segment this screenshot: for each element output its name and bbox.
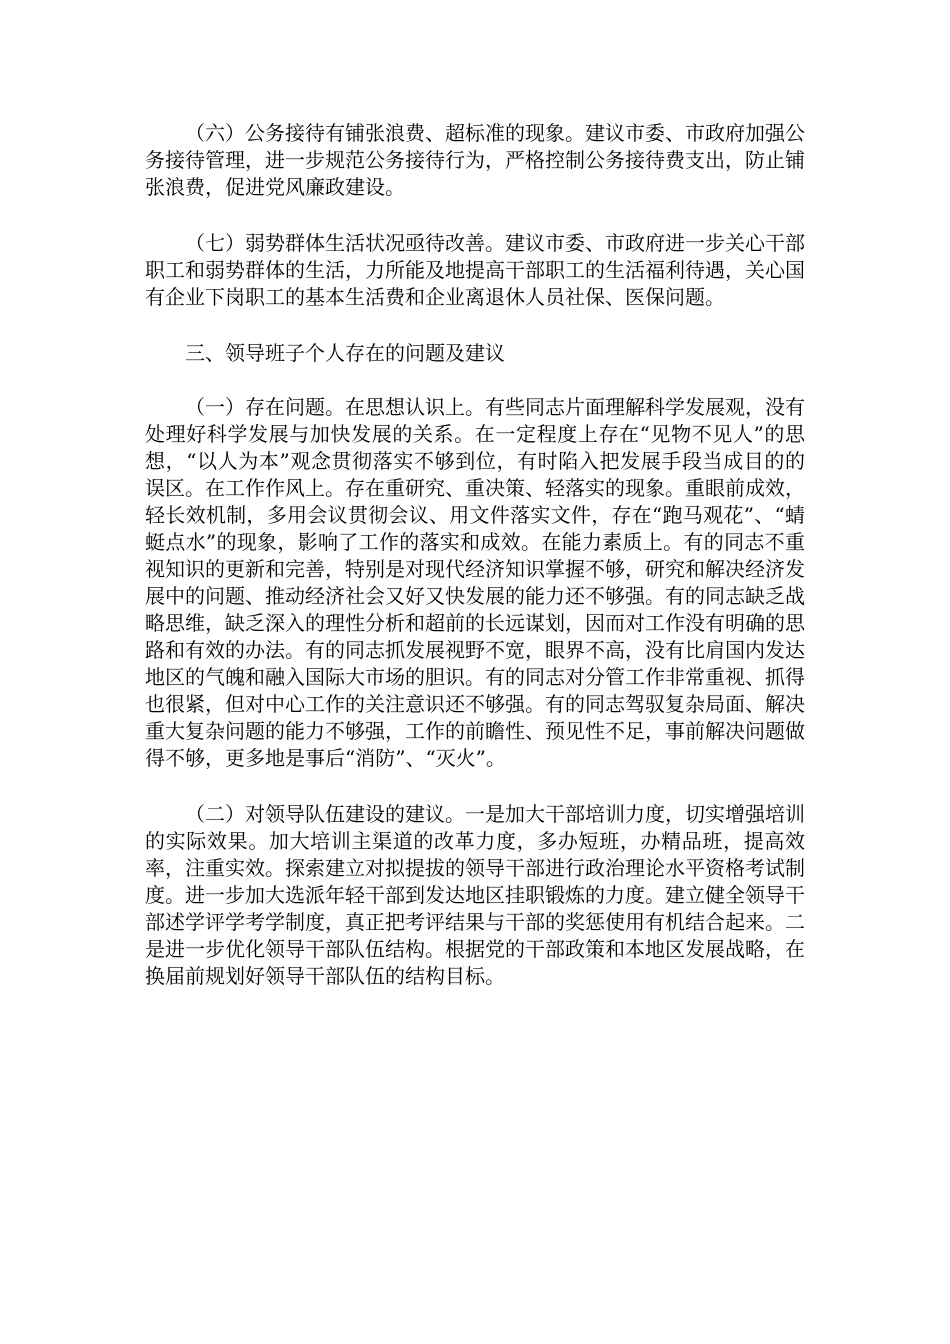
paragraph-one-problems: （一）存在问题。在思想认识上。有些同志片面理解科学发展观，没有处理好科学发展与加快发展的关系。在一定程度上存在“见物不见人”的思想，“以人为本”观念贯彻落实不够到位，有时陷入把发展手段当成目的的误区。在工作作风上。存在重研究、重决策、轻落实的现象。重眼前成效，轻长效机制，多用会议贯彻会议、用文件落实文件，存在“跑马观花”、“蜻蜓点水”的现象，影响了工作的落实和成效。在能力素质上。有的同志不重视知识的更新和完善，特别是对现代经济知识掌握不够，研究和解决经济发展中的问题、推动经济社会又好又快发展的能力还不够强。有的同志缺乏战略思维，缺乏深入的理性分析和超前的长远谋划，因而对工作没有明确的思路和有效的办法。有的同志抓发展视野不宽，眼界不高，没有比肩国内发达地区的气魄和融入国际大市场的胆识。有的同志对分管工作非常重视、抓得也很紧，但对中心工作的关注意识还不够强。有的同志驾驭复杂局面、解决重大复杂问题的能力不够强，工作的前瞻性、预见性不足，事前解决问题做得不够，更多地是事后“消防”、“灭火”。 (145, 395, 805, 770)
document-body (145, 120, 805, 1019)
section-heading-three: 三、领导班子个人存在的问题及建议 (185, 341, 505, 365)
paragraph-two-suggestions: （二）对领导队伍建设的建议。一是加大干部培训力度，切实增强培训的实际效果。加大培训主渠道的改革力度，多办短班，办精品班，提高效率，注重实效。探索建立对拟提拔的领导干部进行政治理论水平资格考试制度。进一步加大选派年轻干部到发达地区挂职锻炼的力度。建立健全领导干部述学评学考学制度，真正把考评结果与干部的奖惩使用有机结合起来。二是进一步优化领导干部队伍结构。根据党的干部政策和本地区发展战略，在换届前规划好领导干部队伍的结构目标。 (145, 802, 805, 988)
paragraph-six-reception: （六）公务接待有铺张浪费、超标准的现象。建议市委、市政府加强公务接待管理，进一步规范公务接待行为，严格控制公务接待费支出，防止铺张浪费，促进党风廉政建设。 (145, 121, 805, 199)
paragraph-seven-vulnerable-groups: （七）弱势群体生活状况亟待改善。建议市委、市政府进一步关心干部职工和弱势群体的生活，力所能及地提高干部职工的生活福利待遇，关心国有企业下岗职工的基本生活费和企业离退休人员社保、医保问题。 (145, 231, 805, 309)
